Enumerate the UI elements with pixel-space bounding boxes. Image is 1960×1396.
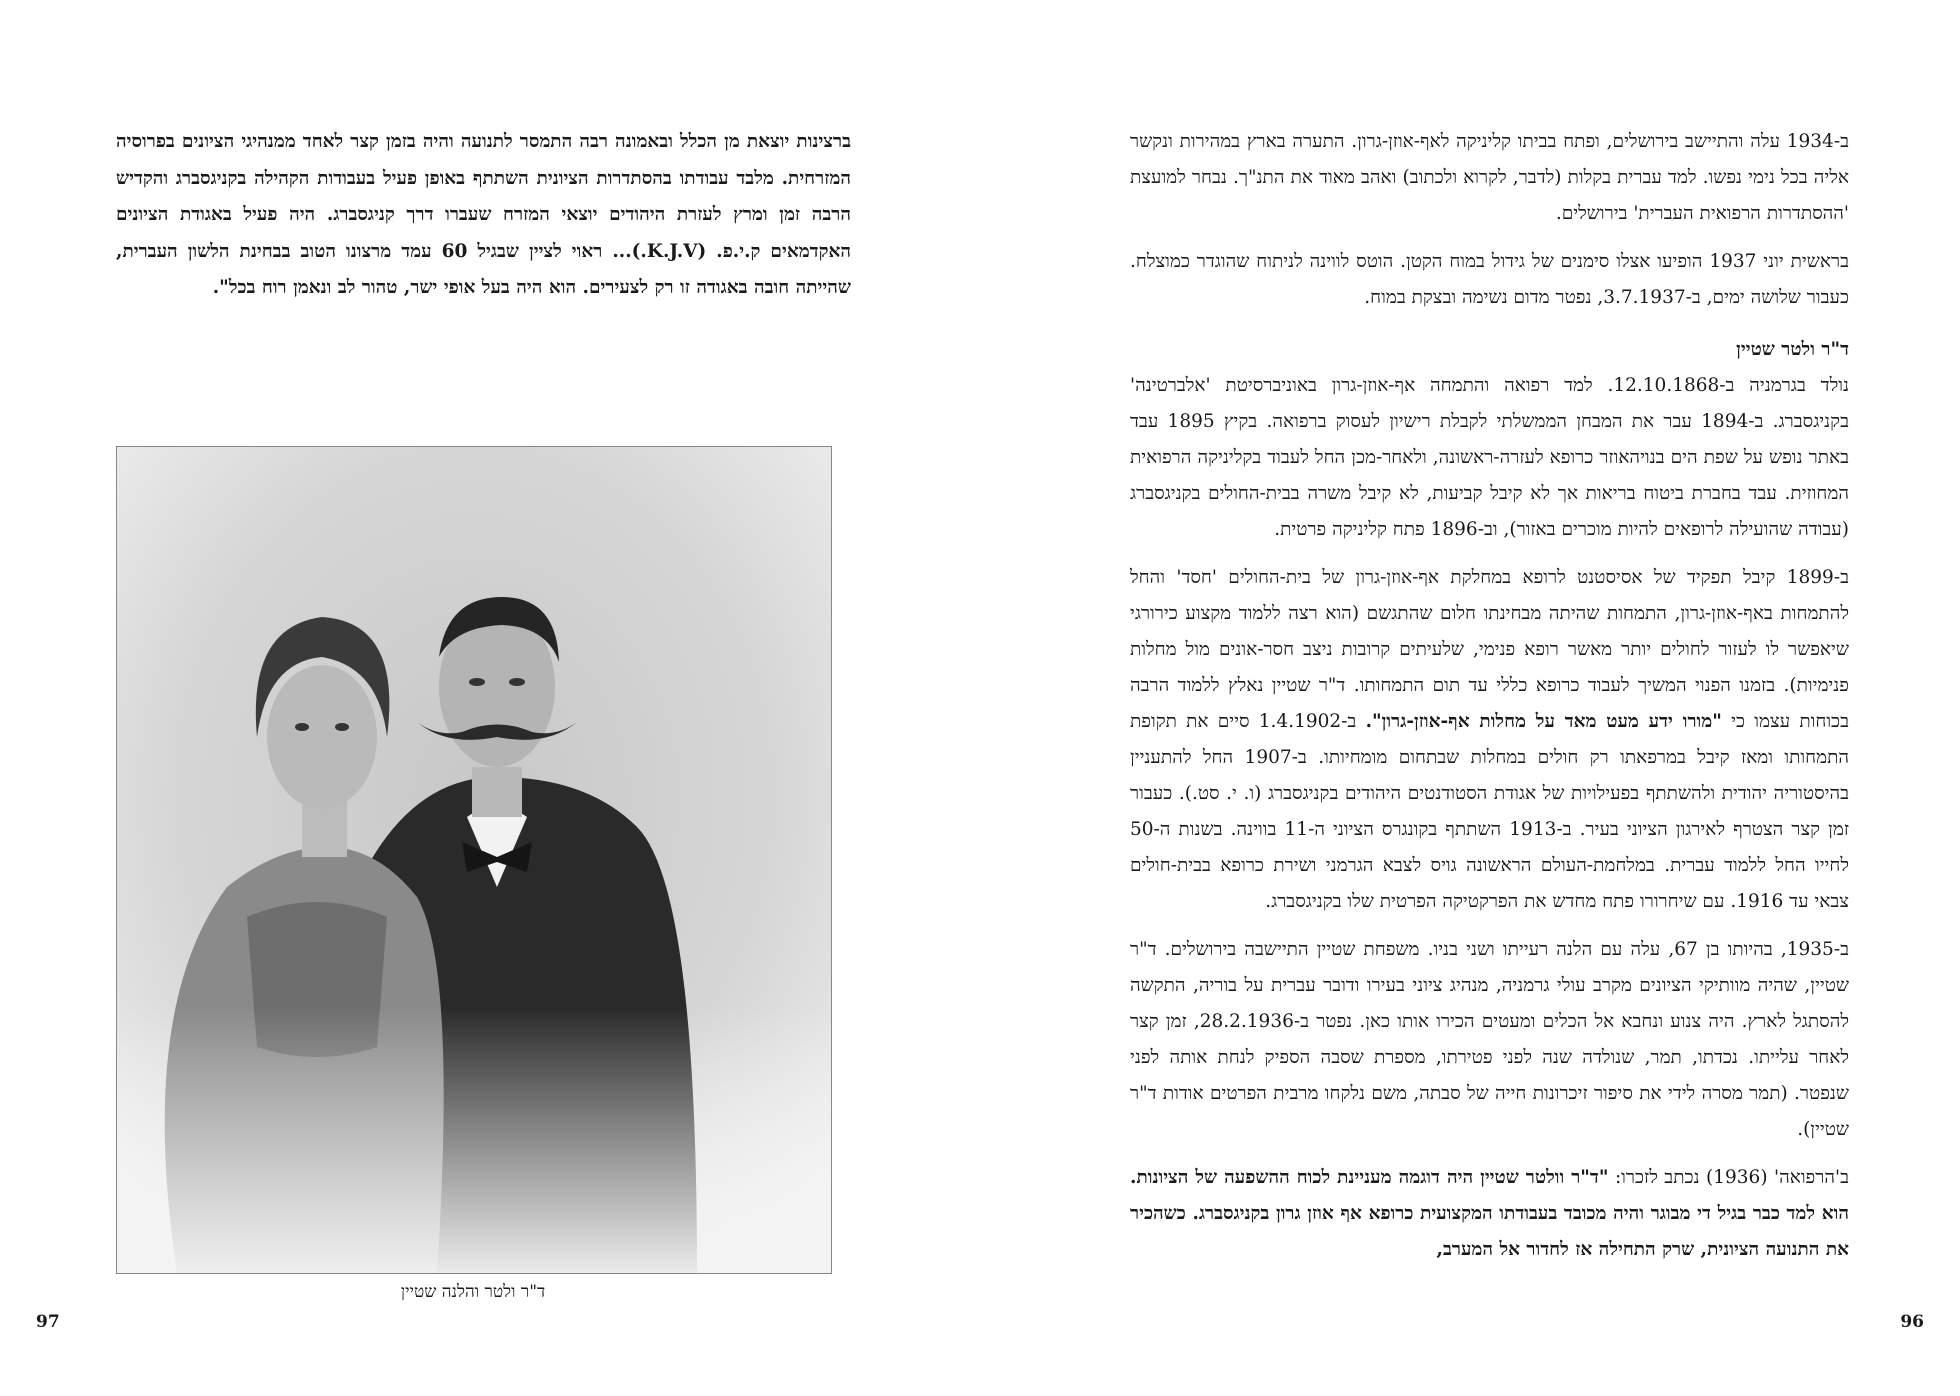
photo-caption: ד"ר ולטר והלנה שטיין bbox=[400, 1282, 546, 1302]
paragraph-harefua bbox=[1130, 1160, 1849, 1268]
portrait-photo bbox=[116, 446, 832, 1274]
paragraph-1899-part-b: ב-1.4.1902 סיים את תקופת התמחותו ומאז קיבל במרפאתו רק חולים במחלות שבתחום מומחיותו. ב-1907 החל להתעניין בהיסטוריה יהודית ולהשתתף בפעילויות של אגודת הסטודנטים היהודים בקניגסברג (ו. י. סט.). כעבור זמן קצר הצטרף לאירגון הציוני בעיר. ב-1913 השתתף בקונגרס הציוני ה-11 בווינה. בשנות ה-50 לחייו החל ללמוד עברית. במלחמת-העולם הראשונה גויס לצבא הגרמני ושירת כרופא בבית-חולים צבאי עד 1916. עם שיחרורו פתח מחדש את הפרקטיקה הפרטית שלו בקניגסברג. bbox=[1130, 711, 1850, 912]
paragraph-birth: נולד בגרמניה ב-12.10.1868. למד רפואה והתמחה אף-אוזן-גרון באוניברסיטת 'אלברטינה' בקניגסברג. ב-1894 עבר את המבחן הממשלתי לקבלת רישיון לעסוק ברפואה. בקיץ 1895 עבד באתר נופש על שפת הים בנויהאוזר כרופא לעזרה-ראשונה, ולאחר-מכן החל לעבוד בקליניקה הרפואית המחוזית. עבד בחברת ביטוח בריאות אך לא קיבל קביעות, לא קיבל משרה בבית-החולים בקניגסברג (עבודה שהועילה לרופאים להיות מוכרים באזור), וב-1896 פתח קליניקה פרטית. bbox=[1130, 375, 1849, 540]
teacher-quote: "מורו ידע מעט מאד על מחלות אף-אוזן-גרון". bbox=[1365, 711, 1722, 732]
paragraph-1935: ב-1935, בהיותו בן 67, עלה עם הלנה רעייתו ושני בניו. משפחת שטיין התיישבה בירושלים. ד"ר שטיין, שהיה מוותיקי הציונים מקרב עולי גרמניה, מנהיג ציוני בעירו ודובר עברית על בוריה, התקשה להסתגל לארץ. היה צנוע ונחבא אל הכלים ומעטים הכירו אותו כאן. נפטר ב-28.2.1936, זמן קצר לאחר עלייתו. נכדתו, תמר, שנולדה שנה לפני פטירתו, מספרת שסבה הספיק לנחת אותה לפני שנפטר. (תמר מסרה לידי את סיפור זיכרונות חייה של סבתה, משם נלקחו מרבית הפרטים אודות ד"ר שטיין). bbox=[1130, 939, 1849, 1140]
paragraph-1899 bbox=[1130, 560, 1849, 920]
harefua-quote: "ד"ר וולטר שטיין היה דוגמה מעניינת לכוח ההשפעה של הציונות. הוא למד כבר בגיל די מבוגר והיה מכובד בעבודתו המקצועית כרופא אף אוזן גרון בקניגסברג. כשהכיר את התנועה הציונית, שרק התחילה אז לחדור אל המערב, bbox=[1130, 1167, 1849, 1260]
right-page bbox=[980, 0, 1960, 1396]
paragraph-1937: בראשית יוני 1937 הופיעו אצלו סימנים של גידול במוח הקטן. הוטס לווינה לניתוח שהוגדר כמוצלח. כעבור שלושה ימים, ב-3.7.1937, נפטר מדום נשימה ובצקת במוח. bbox=[1130, 251, 1849, 308]
left-paragraph: ברצינות יוצאת מן הכלל ובאמונה רבה התמסר לתנועה והיה בזמן קצר לאחד ממנהיגי הציונים בפרוסיה המזרחית. מלבד עבודתו בהסתדרות הציונית השתתף באופן פעיל בעבודות הקהילה בקניגסברג והקדיש הרבה זמן ומרץ לעזרת היהודים יוצאי המזרח שעברו דרך קניגסברג. היה פעיל באגודת הציונים האקדמאים ק.י.פ. (K.J.V.)... ראוי לציין שבגיל 60 עמד מרצונו הטוב בבחינת הלשון העברית, שהייתה חובה באגודה זו רק לצעירים. הוא היה בעל אופי ישר, טהור לב ונאמן רוח בכל". bbox=[116, 131, 851, 298]
page-number-right: 96 bbox=[1900, 1312, 1924, 1332]
harefua-intro: ב'הרפואה' (1936) נכתב לזכרו: bbox=[1614, 1167, 1849, 1188]
left-page-text bbox=[116, 124, 851, 307]
paragraph-1899-part-a: ב-1899 קיבל תפקיד של אסיסטנט לרופא במחלקת אף-אוזן-גרון של בית-החולים 'חסד' והחל להתמחות באף-אוזן-גרון, התמחות שהיתה מבחינתו חלום שהתגשם (הוא רצה ללמוד מקצוע כירורגי שיאפשר לו לעזור לחולים יותר מאשר רופא פנימי, שלעיתים קרובות ניצב חסר-אונים מול מחלות פנימיות). בזמנו הפנוי המשיך לעבוד כרופא כללי עד תום התמחותו. ד"ר שטיין נאלץ ללמוד הרבה בכוחות עצמו כי bbox=[1130, 567, 1850, 732]
page-number-left: 97 bbox=[36, 1312, 60, 1332]
right-page-text bbox=[1130, 124, 1849, 1268]
paragraph-1934: ב-1934 עלה והתיישב בירושלים, ופתח בביתו קליניקה לאף-אוזן-גרון. התערה בארץ במהירות ונקשר אליה בכל נימי נפשו. למד עברית בקלות (לדבר, לקרוא ולכתוב) ואהב מאוד את התנ"ך. נבחר למועצת 'ההסתדרות הרפואית העברית' בירושלים. bbox=[1130, 131, 1849, 224]
portrait-illustration bbox=[117, 447, 831, 1273]
section-heading: ד"ר ולטר שטיין bbox=[1736, 339, 1849, 360]
